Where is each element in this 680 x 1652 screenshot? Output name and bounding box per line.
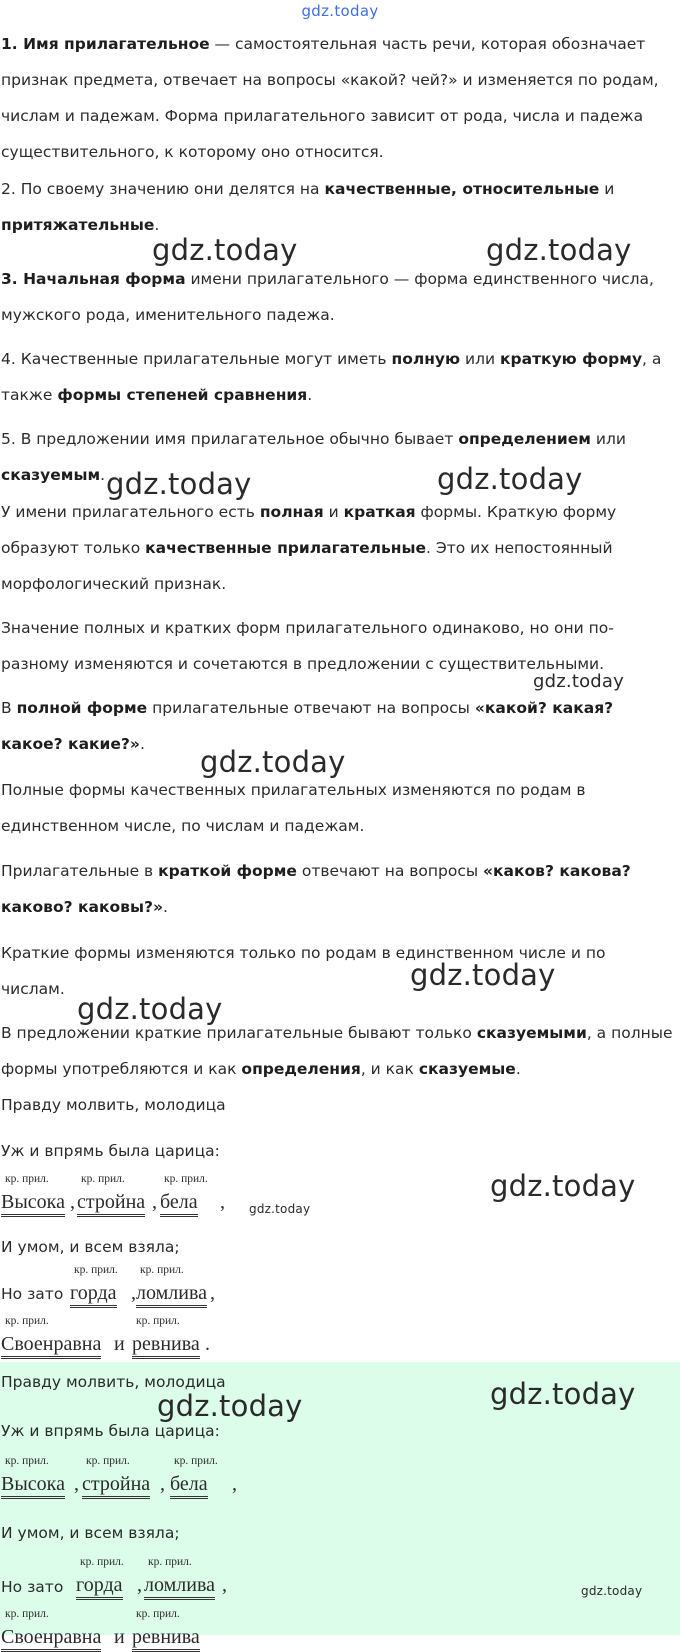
comma: , xyxy=(220,1191,225,1213)
paragraph-11: Краткие формы изменяются только по родам в единственном числе и по числам. xyxy=(1,944,606,998)
predicate-word: кр. прил. стройна xyxy=(77,1192,145,1212)
comma: , xyxy=(131,1282,136,1304)
poem-line-1: Правду молвить, молодица xyxy=(1,1096,226,1114)
watermark: gdz.today xyxy=(410,958,556,992)
paragraph-3: 3. Начальная форма имени прилагательного — форма единственного числа, мужского рода, именительного падежа. xyxy=(1,270,654,324)
watermark: gdz.today xyxy=(157,1389,303,1423)
predicate-word: кр. прил. Своенравна xyxy=(1,1334,101,1354)
watermark: gdz.today xyxy=(249,1202,311,1216)
watermark: gdz.today xyxy=(581,1584,643,1598)
poem-line-1-copy: Правду молвить, молодица xyxy=(1,1373,226,1391)
predicate-word: кр. прил. ревнива xyxy=(132,1334,200,1354)
predicate-word: кр. прил. ломлива xyxy=(144,1575,215,1595)
watermark: gdz.today xyxy=(490,1377,636,1411)
watermark: gdz.today xyxy=(533,671,625,692)
comma: , xyxy=(152,1191,157,1213)
poem-line-2-copy: Уж и впрямь была царица: xyxy=(1,1422,220,1440)
watermark: gdz.today xyxy=(200,745,346,779)
joiner: и xyxy=(114,1626,125,1648)
watermark: gdz.today xyxy=(437,462,583,496)
predicate-word: кр. прил. ломлива xyxy=(136,1283,207,1303)
joiner: и xyxy=(114,1333,125,1355)
watermark: gdz.today xyxy=(77,992,223,1026)
predicate-word: кр. прил. горда xyxy=(70,1283,117,1303)
comma: , xyxy=(160,1473,165,1495)
predicate-word: кр. прил. бела xyxy=(170,1474,208,1494)
poem-line-4: И умом, и всем взяла; xyxy=(1,1238,180,1256)
paragraph-6: У имени прилагательного есть полная и краткая формы. Краткую форму образуют только качественные прилагательные. Это их непостоянный морфологический признак. xyxy=(1,503,617,593)
poem-line-5-prefix-copy: Но зато xyxy=(1,1578,64,1596)
poem-line-2: Уж и впрямь была царица: xyxy=(1,1142,220,1160)
paragraph-1: 1. Имя прилагательное — самостоятельная часть речи, которая обозначает признак предмета, отвечает на вопросы «какой? чей?» и изменяется по родам, числам и падежам. Форма прилагательного зависит от рода, числа и падежа существительного, к которому оно относится. xyxy=(1,35,659,161)
comma: , xyxy=(137,1574,142,1596)
predicate-word: кр. прил. Высока xyxy=(1,1192,65,1212)
period: . xyxy=(205,1333,210,1355)
site-logo[interactable]: gdz.today xyxy=(301,2,379,20)
predicate-word: кр. прил. Высока xyxy=(1,1474,65,1494)
predicate-word: кр. прил. Своенравна xyxy=(1,1627,101,1647)
comma: , xyxy=(222,1574,227,1596)
paragraph-12: В предложении краткие прилагательные бывают только сказуемыми, а полные формы употребляются и как определения, и как сказуемые. xyxy=(1,1024,673,1078)
predicate-word: кр. прил. бела xyxy=(160,1192,198,1212)
paragraph-9: Полные формы качественных прилагательных изменяются по родам в единственном числе, по числам и падежам. xyxy=(1,781,586,835)
watermark: gdz.today xyxy=(490,1169,636,1203)
predicate-word: кр. прил. стройна xyxy=(82,1474,150,1494)
comma: , xyxy=(210,1282,215,1304)
comma: , xyxy=(74,1473,79,1495)
poem-line-4-copy: И умом, и всем взяла; xyxy=(1,1524,180,1542)
comma: , xyxy=(70,1191,75,1213)
paragraph-10: Прилагательные в краткой форме отвечают на вопросы «каков? какова? каково? каковы?». xyxy=(1,862,631,916)
paragraph-8: В полной форме прилагательные отвечают на вопросы «какой? какая? какое? какие?». xyxy=(1,699,614,753)
paragraph-5: 5. В предложении имя прилагательное обычно бывает определением или сказуемым. xyxy=(1,430,626,484)
predicate-word: кр. прил. ревнива xyxy=(132,1627,200,1647)
watermark: gdz.today xyxy=(152,233,298,267)
paragraph-4: 4. Качественные прилагательные могут иметь полную или краткую форму, а также формы степеней сравнения. xyxy=(1,350,662,404)
watermark: gdz.today xyxy=(486,233,632,267)
comma: , xyxy=(232,1473,237,1495)
watermark: gdz.today xyxy=(106,467,252,501)
paragraph-7: Значение полных и кратких форм прилагательного одинаково, но они по-разному изменяются и сочетаются в предложении с существительными. xyxy=(1,619,614,673)
predicate-word: кр. прил. горда xyxy=(76,1575,123,1595)
paragraph-2: 2. По своему значению они делятся на качественные, относительные и притяжательные. xyxy=(1,180,615,234)
poem-line-5-prefix: Но зато xyxy=(1,1285,64,1303)
